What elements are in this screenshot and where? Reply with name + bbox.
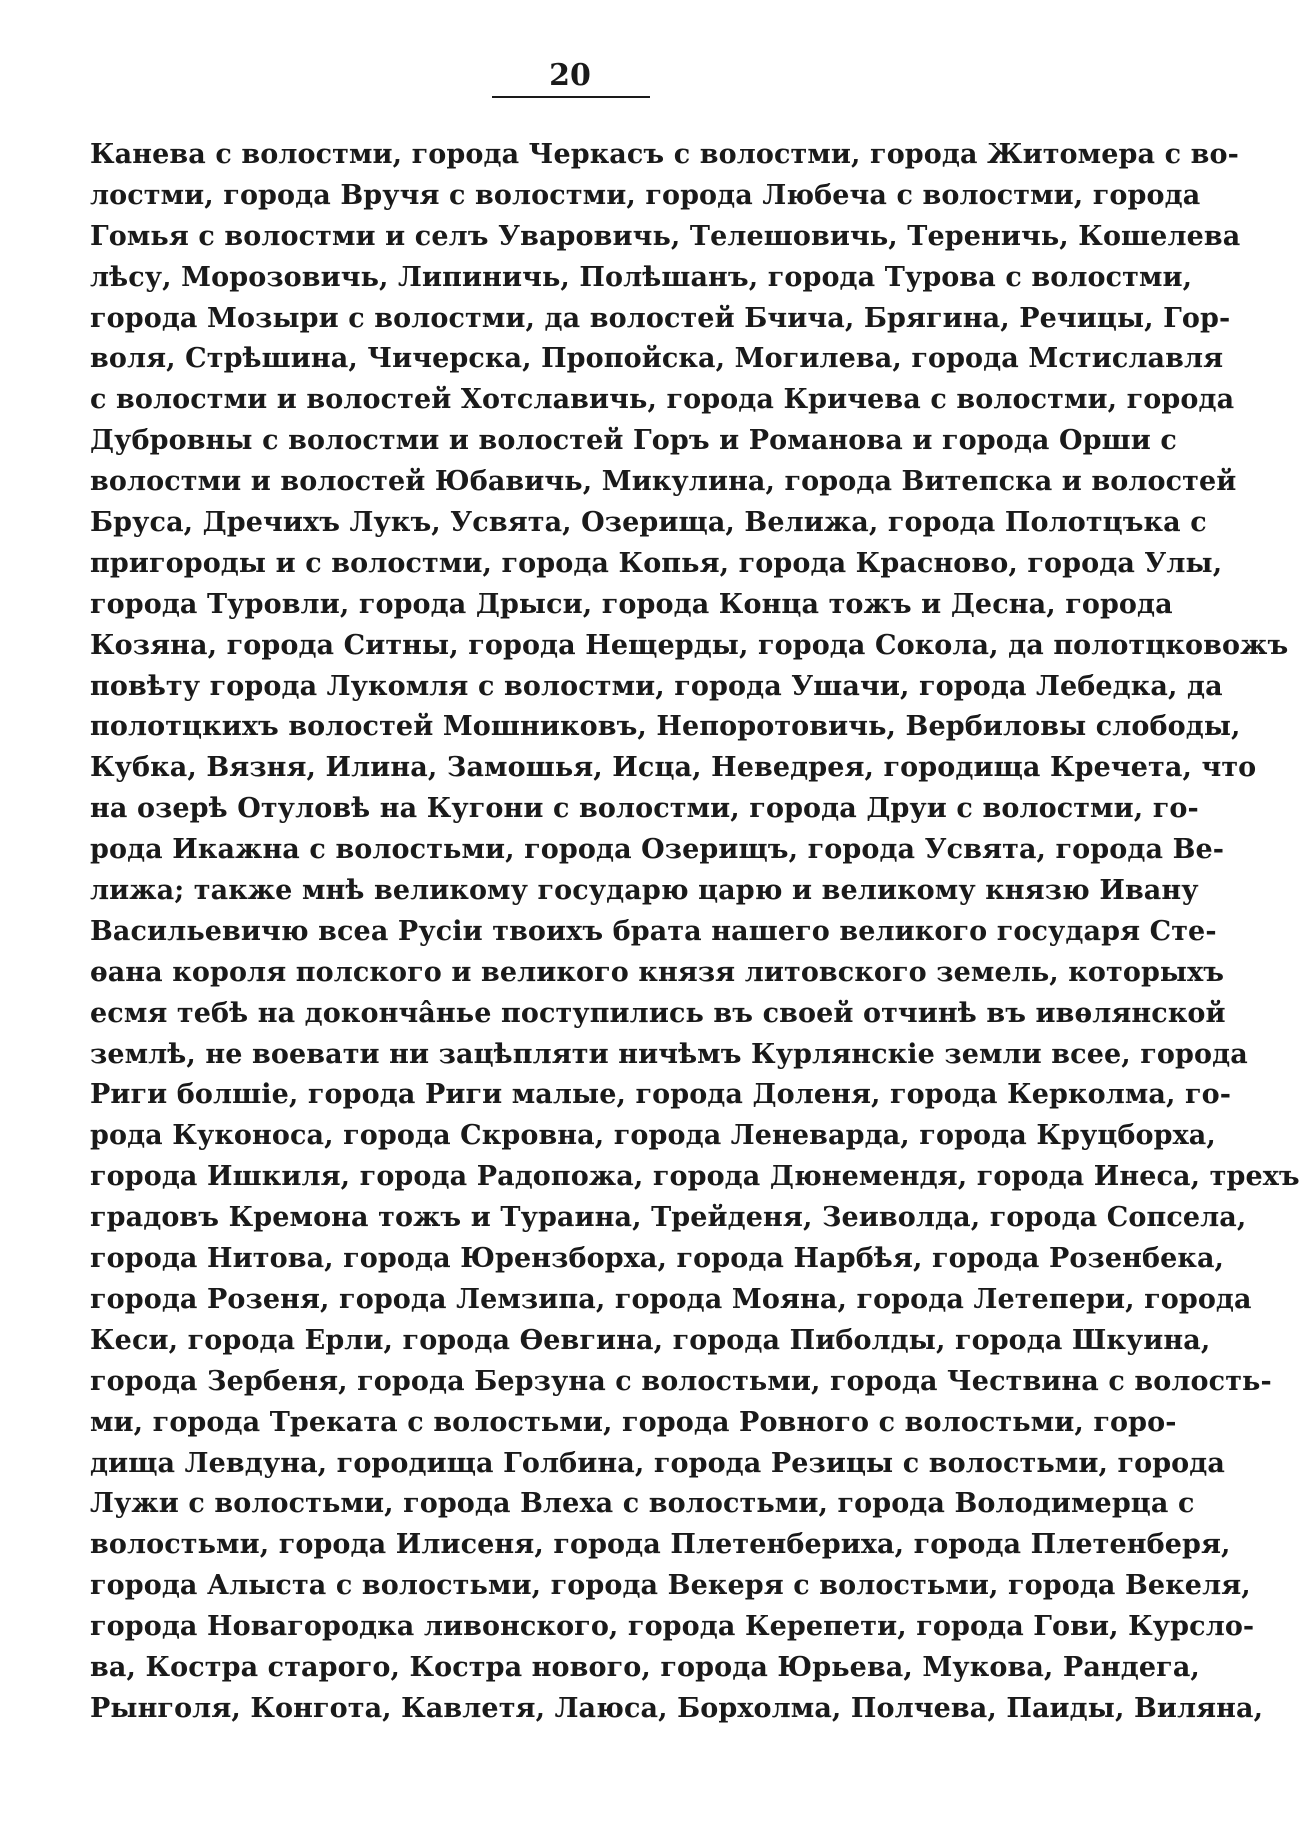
text-line: Риги болшіе, города Риги малые, города Доленя, города Керколма, го- — [90, 1079, 1232, 1111]
text-line: города Розеня, города Лемзипа, города Мояна, города Летепери, города — [90, 1283, 1252, 1315]
text-line: землѣ, не воевати ни зацѣпляти ничѣмъ Курлянскіе земли всее, города — [90, 1038, 1248, 1070]
text-line: города Алыста с волостьми, города Векеря с волостьми, города Векеля, — [90, 1570, 1251, 1602]
header-rule — [492, 96, 650, 98]
text-line: города Ишкиля, города Радопожа, города Дюнемендя, города Инеса, трехъ — [90, 1161, 1300, 1193]
text-line: рода Куконоса, города Скровна, города Леневарда, города Круцборха, — [90, 1120, 1216, 1152]
text-line: ми, города Треката с волостьми, города Ровного с волостьми, горо- — [90, 1406, 1177, 1438]
text-line: есмя тебѣ на доконча̂нье поступились въ своей отчинѣ въ ивѳлянской — [90, 997, 1226, 1029]
text-line: Бруса, Дречихъ Лукъ, Усвята, Озерища, Велижа, города Полотцъка с — [90, 507, 1207, 539]
text-line: Рынголя, Конгота, Кавлетя, Лаюса, Борхолма, Полчева, Паиды, Виляна, — [90, 1692, 1264, 1724]
text-line: лижа; также мнѣ великому государю царю и великому князю Ивану — [90, 875, 1199, 907]
text-line: волостми и волостей Юбавичь, Микулина, города Витепска и волостей — [90, 466, 1237, 498]
text-line: пригороды и с волостми, города Копья, города Красново, города Улы, — [90, 547, 1223, 579]
text-line: города Мозыри с волостми, да волостей Бчича, Брягина, Речицы, Гор- — [90, 302, 1231, 334]
text-line: Кубка, Вязня, Илина, Замошья, Исца, Неведрея, городища Кречета, что — [90, 752, 1257, 784]
text-line: города Туровли, города Дрыси, города Конца тожъ и Десна, города — [90, 588, 1173, 620]
text-line: волостьми, города Илисеня, города Плетенбериха, города Плетенберя, — [90, 1529, 1231, 1561]
text-line: Лужи с волостьми, города Влеха с волостьми, города Володимерца с — [90, 1488, 1195, 1520]
text-line: лѣсу, Морозовичь, Липиничь, Полѣшанъ, города Турова с волостми, — [90, 261, 1193, 293]
text-line: повѣту города Лукомля с волостми, города Ушачи, города Лебедка, да — [90, 670, 1223, 702]
text-line: лостми, города Вручя с волостми, города Любеча с волостми, города — [90, 179, 1201, 211]
text-line: Козяна, города Ситны, города Нещерды, города Сокола, да полотцковожъ — [90, 629, 1289, 661]
text-line: города Зербеня, города Берзуна с волостьми, города Чествина с волость- — [90, 1365, 1272, 1397]
text-line: Гомья с волостми и селъ Уваровичь, Телешовичь, Тереничь, Кошелева — [90, 220, 1241, 252]
text-line: воля, Стрѣшина, Чичерска, Пропойска, Могилева, города Мстиславля — [90, 343, 1224, 375]
text-line: на озерѣ Отуловѣ на Кугони с волостми, города Друи с волостми, го- — [90, 793, 1199, 825]
text-line: градовъ Кремона тожъ и Тураина, Трейденя, Зеиволда, города Сопсела, — [90, 1202, 1247, 1234]
text-line: ва, Костра старого, Костра нового, города Юрьева, Мукова, Рандега, — [90, 1651, 1200, 1683]
text-line: полотцкихъ волостей Мошниковъ, Непоротовичь, Вербиловы слободы, — [90, 711, 1241, 743]
text-line: Кеси, города Ерли, города Ѳевгина, города Пиболды, города Шкуина, — [90, 1324, 1211, 1356]
text-line: с волостми и волостей Хотславичь, города Кричева с волостми, города — [90, 384, 1235, 416]
text-line: рода Икажна с волостьми, города Озерищъ, города Усвята, города Ве- — [90, 834, 1225, 866]
text-line: Канева с волостми, города Черкасъ с волостми, города Житомера с во- — [90, 139, 1239, 170]
body-text — [90, 135, 1300, 1730]
text-line: города Новагородка ливонского, города Керепети, города Гови, Курсло- — [90, 1611, 1255, 1643]
text-line: ѳана короля полского и великого князя литовского земель, которыхъ — [90, 956, 1225, 988]
text-line: Дубровны с волостми и волостей Горъ и Романова и города Орши с — [90, 425, 1177, 457]
text-line: города Нитова, города Юрензборха, города Нарбѣя, города Розенбека, — [90, 1243, 1225, 1275]
page-number: 20 — [549, 58, 591, 93]
text-line: Васильевичю всеа Русіи твоихъ брата нашего великого государя Сте- — [90, 915, 1217, 947]
text-line: дища Левдуна, городища Голбина, города Резицы с волостьми, города — [90, 1447, 1225, 1479]
